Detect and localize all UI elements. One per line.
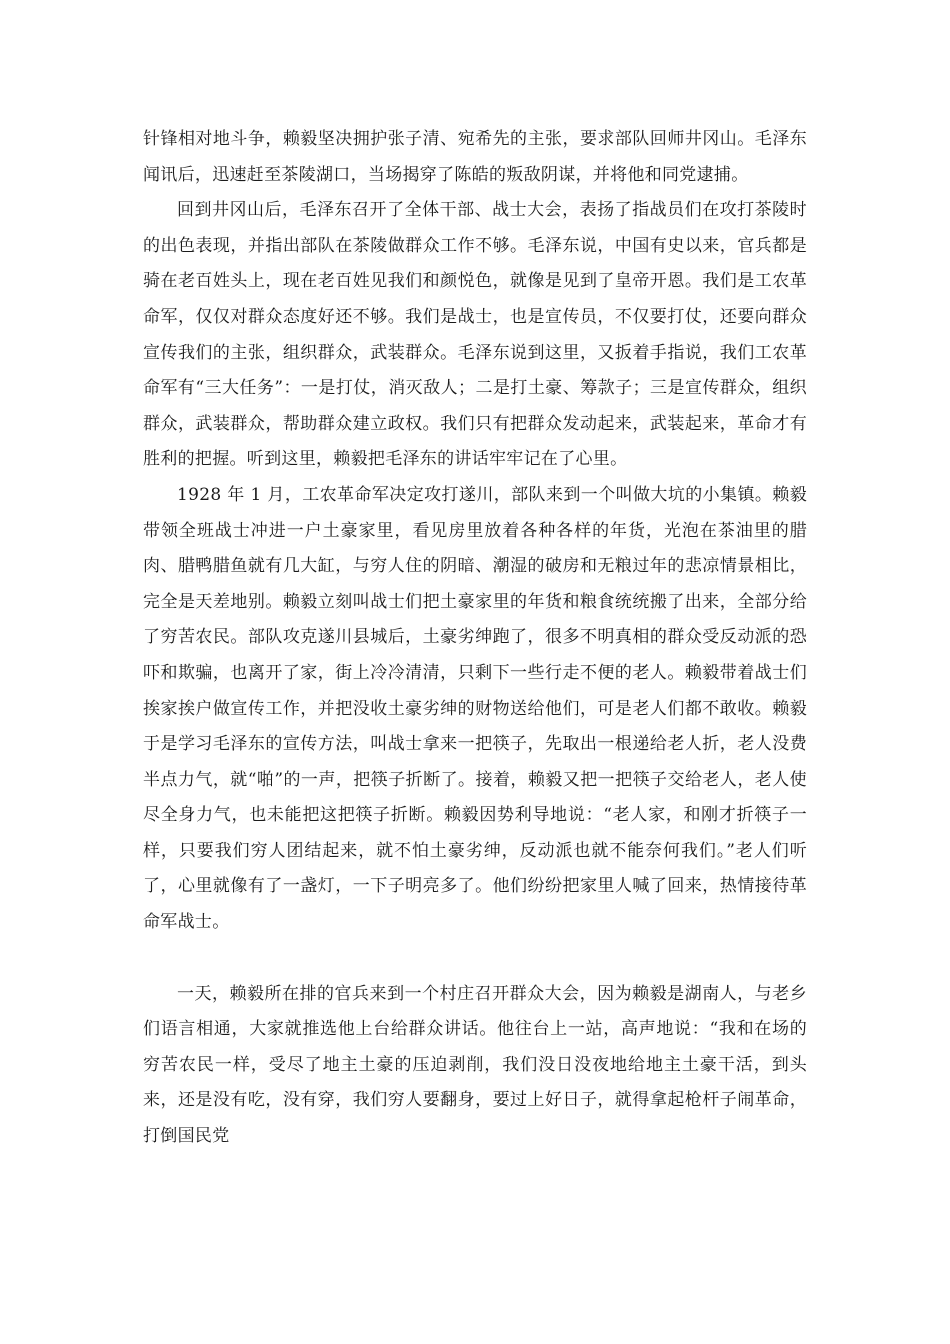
paragraph-continuation: 针锋相对地斗争，赖毅坚决拥护张子清、宛希先的主张，要求部队回师井冈山。毛泽东闻讯后，迅速赶至茶陵湖口，当场揭穿了陈皓的叛敌阴谋，并将他和同党逮捕。 — [143, 129, 807, 185]
paragraph-village-rally: 一天，赖毅所在排的官兵来到一个村庄召开群众大会，因为赖毅是湖南人，与老乡们语言相通，大家就推选他上台给群众讲话。他往台上一站，高声地说：“我和在场的穷苦农民一样，受尽了地主土豪的压迫剥削，我们没日没夜地给地主土豪干活，到头来，还是没有吃，没有穿，我们穷人要翻身，要过上好日子，就得拿起枪杆子闹革命，打倒国民党 — [143, 983, 807, 1147]
paragraph-jinggangshan-meeting: 回到井冈山后，毛泽东召开了全体干部、战士大会，表扬了指战员们在攻打茶陵时的出色表现，并指出部队在茶陵做群众工作不够。毛泽东说，中国有史以来，官兵都是骑在老百姓头上，现在老百姓见我们和颜悦色，就像是见到了皇帝开恩。我们是工农革命军，仅仅对群众态度好还不够。我们是战士，也是宣传员，不仅要打仗，还要向群众宣传我们的主张，组织群众，武装群众。毛泽东说到这里，又扳着手指说，我们工农革命军有“三大任务”：一是打仗，消灭敌人；二是打土豪、筹款子；三是宣传群众，组织群众，武装群众，帮助群众建立政权。我们只有把群众发动起来，武装起来，革命才有胜利的把握。听到这里，赖毅把毛泽东的讲话牢牢记在了心里。 — [143, 200, 807, 470]
document-body — [143, 122, 807, 1155]
paragraph-suichuan-attack: 1928 年 1 月，工农革命军决定攻打遂川，部队来到一个叫做大坑的小集镇。赖毅带领全班战士冲进一户土豪家里，看见房里放着各种各样的年货，光泡在茶油里的腊肉、腊鸭腊鱼就有几大缸，与穷人住的阴暗、潮湿的破房和无粮过年的悲凉情景相比，完全是天差地别。赖毅立刻叫战士们把土豪家里的年货和粮食统统搬了出来，全部分给了穷苦农民。部队攻克遂川县城后，土豪劣绅跑了，很多不明真相的群众受反动派的恐吓和欺骗，也离开了家，街上冷冷清清，只剩下一些行走不便的老人。赖毅带着战士们挨家挨户做宣传工作，并把没收土豪劣绅的财物送给他们，可是老人们都不敢收。赖毅于是学习毛泽东的宣传方法，叫战士拿来一把筷子，先取出一根递给老人折，老人没费半点力气，就“啪”的一声，把筷子折断了。接着，赖毅又把一把筷子交给老人，老人使尽全身力气，也未能把这把筷子折断。赖毅因势利导地说：“老人家，和刚才折筷子一样，只要我们穷人团结起来，就不怕土豪劣绅，反动派也就不能奈何我们。”老人们听了，心里就像有了一盏灯，一下子明亮多了。他们纷纷把家里人喊了回来，热情接待革命军战士。 — [143, 484, 807, 933]
